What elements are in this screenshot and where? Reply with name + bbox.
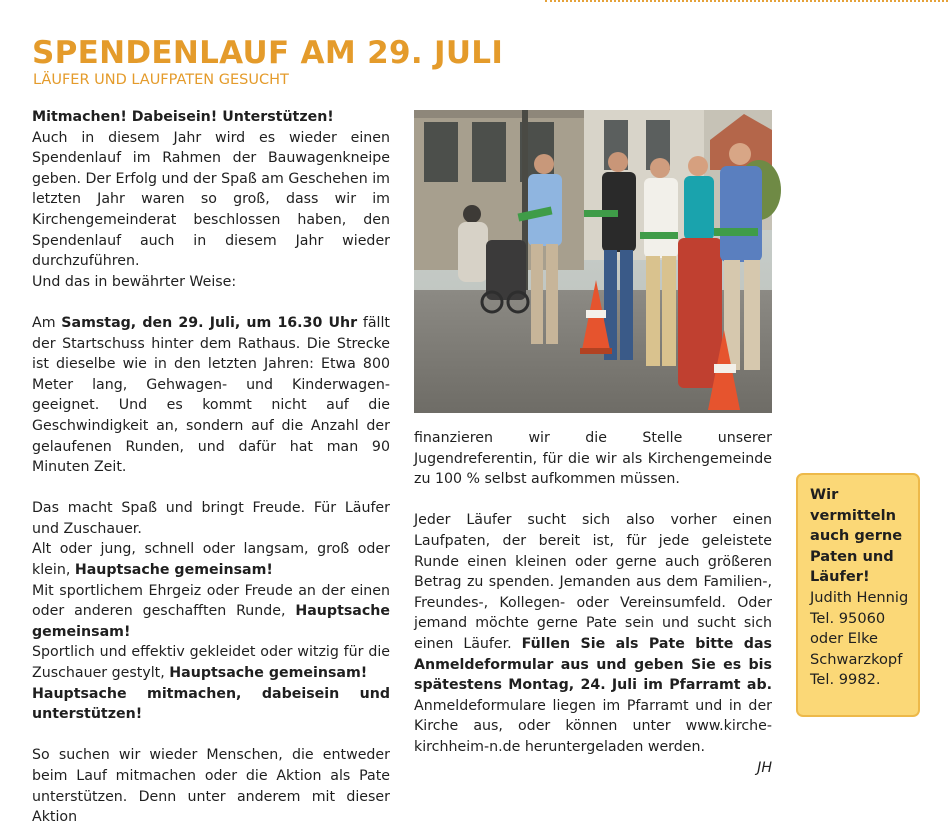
author-signature: JH bbox=[757, 759, 772, 776]
event-date: Samstag, den 29. Juli, um 16.30 Uhr bbox=[61, 314, 358, 331]
intro-tail: Und das in bewährter Weise: bbox=[32, 273, 237, 290]
sponsor-body: Jeder Läufer sucht sich also vorher einen Laufpaten, der bereit ist, für jede geleistete Runde einen kleinen oder gerne auch größeren Betrag zu spenden. Jemanden aus dem Familien-, Freundes-, Kollegen- oder Vereinsumfeld. Oder jemand möchte gerne Pate sein und sucht sich einen Läufer. bbox=[414, 512, 772, 652]
paragraph-date bbox=[32, 313, 390, 478]
sponsor-instruction: Füllen Sie als Pate bitte das Anmeldeformular aus und geben Sie es bis spätestens Montag, 24. Juli im Pfarramt ab. bbox=[414, 635, 772, 694]
slogan-1: Hauptsache gemeinsam! bbox=[74, 562, 273, 579]
date-prefix: Am bbox=[32, 314, 62, 331]
paragraph-fun bbox=[32, 498, 390, 725]
article-subtitle: LÄUFER UND LAUFPATEN GESUCHT bbox=[33, 72, 289, 88]
paragraph-funding: finanzieren wir die Stelle unserer Jugendreferentin, für die wir als Kirchengemeinde zu 100 % selbst aufkommen müssen. bbox=[414, 430, 772, 488]
fun-line-2: Alt oder jung, schnell oder langsam, groß oder klein, bbox=[32, 541, 390, 579]
paragraph-search: So suchen wir wieder Menschen, die entweder beim Lauf mitmachen oder die Aktion als Pate unterstützen. Denn unter anderem mit dieser Aktion bbox=[32, 747, 390, 826]
article-column-right bbox=[414, 428, 772, 778]
intro-body: Auch in diesem Jahr wird es wieder einen Spendenlauf im Rahmen der Bauwagenkneipe geben. Der Erfolg und der Spaß am Geschehen im letzten Jahr waren so groß, dass wir im Kirchengemeinderat beschlossen haben, den Spendenlauf auch in diesem Jahr wieder durchzuführen. bbox=[32, 129, 390, 270]
fun-line-4: Sportlich und effektiv gekleidet oder witzig für die Zuschauer gestylt, bbox=[32, 644, 390, 682]
intro-lead: Mitmachen! Dabeisein! Unterstützen! bbox=[32, 109, 334, 125]
date-body: fällt der Startschuss hinter dem Rathaus. Die Strecke ist dieselbe wie in den letzten Jahren: Etwa 800 Meter lang, Gehwagen- und Kinderwagen-geeignet. Und es kommt nicht auf die Geschwindigkeit an, sondern auf die Anzahl der gelaufenen Runden, und dafür hat man 90 Minuten Zeit. bbox=[32, 314, 390, 476]
contact-heading: Wir vermitteln auch gerne Paten und Läufer! bbox=[810, 486, 903, 586]
paragraph-intro bbox=[32, 107, 390, 292]
article-title: SPENDENLAUF AM 29. JULI bbox=[32, 35, 504, 71]
top-dotted-rule bbox=[545, 0, 948, 2]
fun-line-3: Mit sportlichem Ehrgeiz oder Freude an der einen oder anderen geschafften Runde, bbox=[32, 582, 390, 620]
contact-box bbox=[796, 473, 920, 717]
slogan-2: Hauptsache gemeinsam! bbox=[32, 603, 390, 640]
event-photo bbox=[414, 110, 772, 413]
slogan-3: Hauptsache gemeinsam! bbox=[169, 665, 368, 682]
fun-line-1: Das macht Spaß und bringt Freude. Für Läufer und Zuschauer. bbox=[32, 500, 390, 537]
paragraph-sponsor bbox=[414, 510, 772, 757]
slogan-final: Hauptsache mitmachen, dabeisein und unterstützen! bbox=[32, 685, 390, 723]
article-column-left bbox=[32, 107, 390, 828]
contact-details: Judith Hennig Tel. 95060 oder Elke Schwarzkopf Tel. 9982. bbox=[810, 588, 909, 689]
sponsor-tail: Anmeldeformulare liegen im Pfarramt und in der Kirche aus, oder können unter www.kirche-kirchheim-n.de heruntergeladen werden. bbox=[414, 697, 772, 755]
